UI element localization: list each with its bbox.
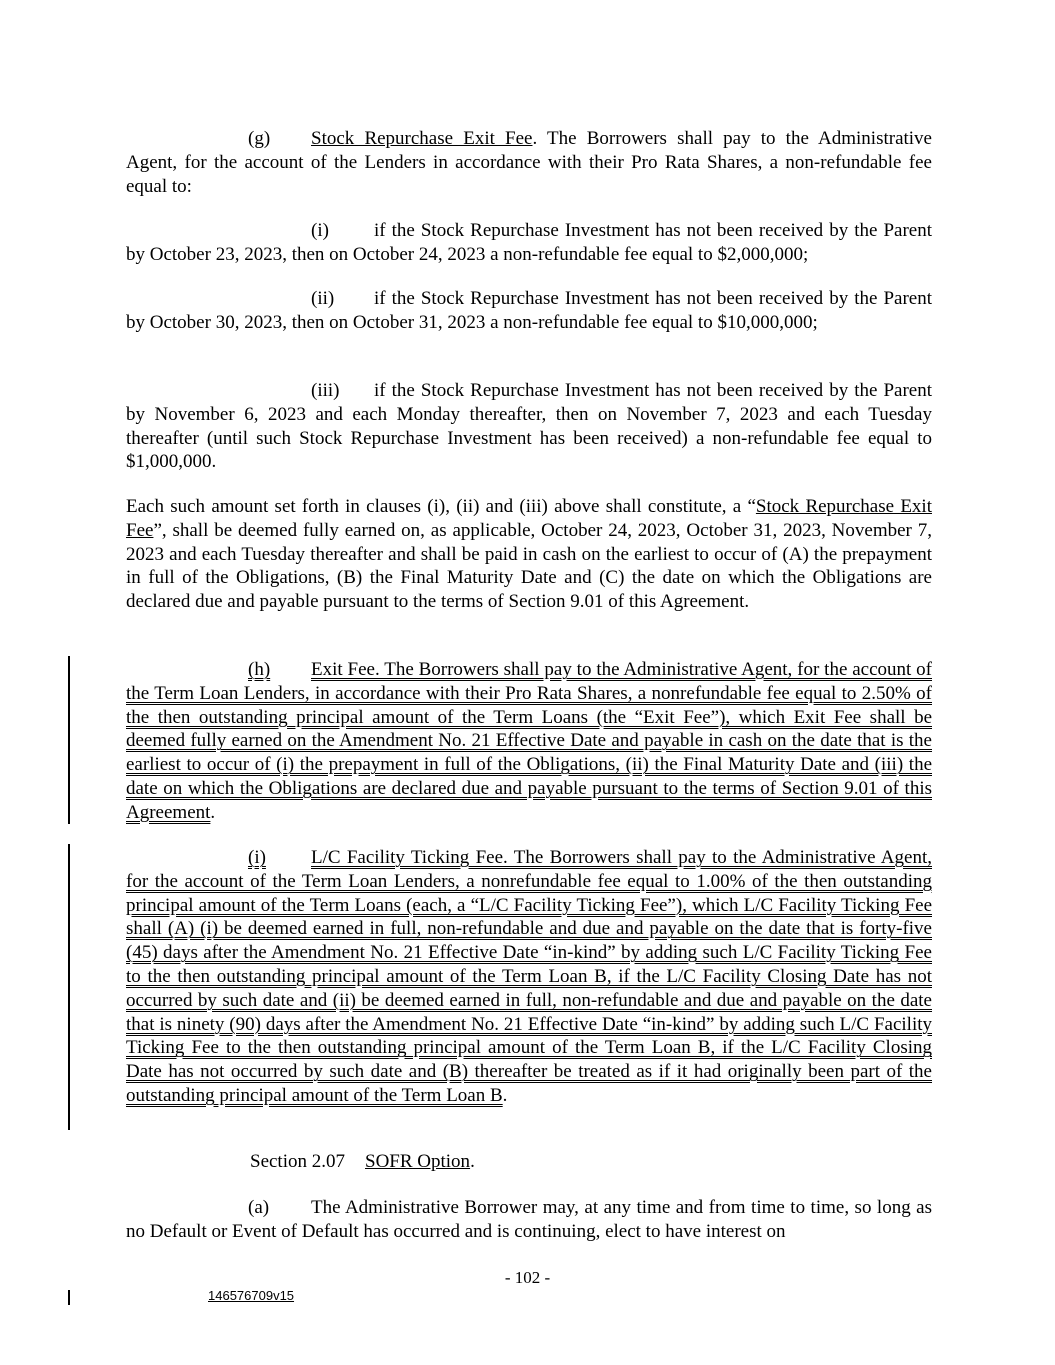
paragraph-a	[126, 1196, 932, 1244]
paragraph-h	[126, 658, 932, 825]
clause-text-inserted: L/C Facility Ticking Fee. The Borrowers shall pay to the Administrative Agent, for the account of the Term Loan Lenders, a nonrefundable fee equal to 1.00% of the then outstanding principal amount of the Term Loans (each, a “L/C Facility Ticking Fee”), which L/C Facility Ticking Fee shall (A) (i) be deemed earned in full, non-refundable and due and payable on the date that is forty-five (45) days after the Amendment No. 21 Effective Date “in-kind” by adding such L/C Facility Ticking Fee to the then outstanding principal amount of the Term Loan B, if the L/C Facility Closing Date has not occurred by such date and (ii) be deemed earned in full, non-refundable and due and payable on the date that is ninety (90) days after the Amendment No. 21 Effective Date “in-kind” by adding such L/C Facility Ticking Fee to the then outstanding principal amount of the Term Loan B, if the L/C Facility Closing Date has not occurred by such date and (B) thereafter be treated as if it had originally been part of the outstanding principal amount of the Term Loan B	[126, 847, 932, 1106]
clause-heading: Stock Repurchase Exit Fee	[311, 128, 533, 149]
clause-label: (g)	[248, 128, 271, 149]
page-number: - 102 -	[504, 1268, 551, 1287]
change-bar	[68, 656, 70, 824]
clause-end: .	[502, 1084, 508, 1106]
change-bar	[68, 1290, 70, 1305]
section-number: Section 2.07	[250, 1151, 345, 1172]
clause-text: if the Stock Repurchase Investment has not been received by the Parent by October 23, 2023, then on October 24, 2023 a non-refundable fee equal to $2,000,000;	[126, 220, 932, 265]
clause-label: (h)	[248, 659, 271, 680]
paragraph-i	[126, 846, 932, 1108]
clause-text: The Administrative Borrower may, at any time and from time to time, so long as no Default or Event of Default has occurred and is continuing, elect to have interest on	[126, 1197, 932, 1242]
clause-label: (iii)	[311, 380, 340, 401]
clause-text: if the Stock Repurchase Investment has not been received by the Parent by October 30, 2023, then on October 31, 2023 a non-refundable fee equal to $10,000,000;	[126, 288, 932, 333]
document-id: 146576709v15	[208, 1288, 295, 1303]
clause-label: (i)	[311, 220, 329, 241]
definition-pre: Each such amount set forth in clauses (i), (ii) and (iii) above shall constitute, a “	[126, 496, 756, 517]
clause-label: (i)	[248, 847, 266, 868]
paragraph-g	[126, 127, 932, 198]
paragraph-g-i	[126, 219, 932, 267]
clause-label: (ii)	[311, 288, 335, 309]
clause-text: if the Stock Repurchase Investment has not been received by the Parent by November 6, 2023 and each Monday thereafter, then on November 7, 2023 and each Tuesday thereafter (until such Stock Repurchase Investment has been received) a non-refundable fee equal to $1,000,000.	[126, 380, 932, 473]
change-bar	[68, 844, 70, 1130]
section-heading: Section 2.07 SOFR Option.	[250, 1151, 475, 1172]
clause-text-inserted: Exit Fee. The Borrowers shall pay to the Administrative Agent, for the account of the Term Loan Lenders, in accordance with their Pro Rata Shares, a nonrefundable fee equal to 2.50% of the then outstanding principal amount of the Term Loans (the “Exit Fee”), which Exit Fee shall be deemed fully earned on the Amendment No. 21 Effective Date and payable in cash on the date that is the earliest to occur of (i) the prepayment in full of the Obligations, (ii) the Final Maturity Date and (iii) the date on which the Obligations are declared due and payable pursuant to the terms of Section 9.01 of this Agreement	[126, 659, 932, 823]
paragraph-definition	[126, 495, 932, 614]
paragraph-g-iii	[126, 379, 932, 474]
section-title: SOFR Option	[365, 1151, 471, 1172]
clause-end: .	[210, 801, 216, 823]
defined-term: Stock Repurchase Exit Fee	[126, 496, 932, 541]
clause-text: . The Borrowers shall pay to the Administrative Agent, for the account of the Lenders in accordance with their Pro Rata Shares, a non-refundable fee equal to:	[126, 128, 932, 197]
paragraph-g-ii	[126, 287, 932, 335]
definition-post: ”, shall be deemed fully earned on, as applicable, October 24, 2023, October 31, 2023, November 7, 2023 and each Tuesday thereafter and shall be paid in cash on the earliest to occur of (A) the prepayment in full of the Obligations, (B) the Final Maturity Date and (C) the date on which the Obligations are declared due and payable pursuant to the terms of Section 9.01 of this Agreement.	[126, 519, 932, 613]
clause-label: (a)	[248, 1197, 270, 1218]
